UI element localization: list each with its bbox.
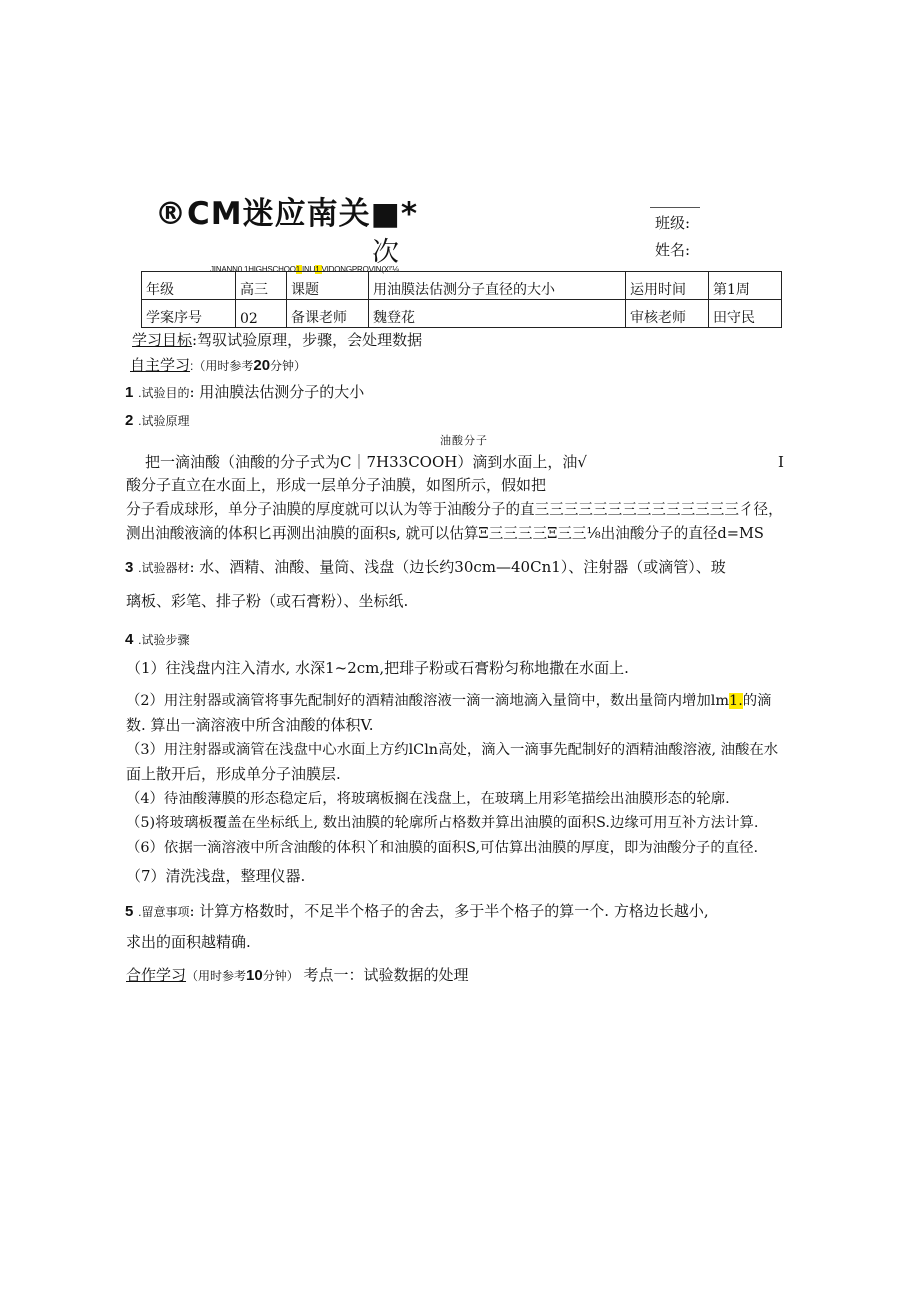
table-cell: 高三 [236, 272, 287, 300]
section-number: 3 [125, 559, 134, 576]
self-study-minutes: 20 [253, 357, 271, 374]
step-2-highlight: 1. [729, 693, 743, 709]
learning-goal-text: :驾驭试验原理，步骤，会处理数据 [192, 331, 423, 349]
class-label: 班级: [655, 214, 691, 232]
section-tag: .试验原理 [138, 414, 190, 428]
principle-line-1: 把一滴油酸（油酸的分子式为C｜7H33COOH）滴到水面上，油√ [145, 453, 587, 471]
step-2-text: （2）用注射器或滴管将事先配制好的酒精油酸溶液一滴一滴地滴入量筒中，数出量筒内增加lm [126, 693, 730, 709]
principle-line-4: 测出油酸液滴的体积匕再测出油膜的面积s, 就可以估算Ξ三三三三Ξ三三⅛出油酸分子的直径d=MS [126, 525, 764, 542]
section-3 [125, 560, 726, 576]
coop-study-text: 考点一：试验数据的处理 [303, 966, 469, 984]
self-study-heading [130, 358, 306, 374]
coop-study-minutes: 10 [246, 967, 263, 984]
table-cell: 年级 [142, 272, 236, 300]
principle-line-1-mark: I [778, 453, 784, 471]
table-cell: 02 [236, 300, 287, 328]
learning-goal [132, 333, 422, 348]
section-3-line-2: 璃板、彩笔、排子粉（或石膏粉）、坐标纸. [126, 592, 409, 610]
school-name-part-b: INU [302, 265, 316, 274]
step-3: （3）用注射器或滴管在浅盘中心水面上方约lCln高处，滴入一滴事先配制好的酒精油酸溶液, 油酸在水 [126, 742, 779, 758]
school-name-highlight-2: 1. [315, 265, 322, 274]
step-6: （6）依据一滴溶液中所含油酸的体积丫和油膜的面积S,可估算出油膜的厚度，即为油酸分子的直径. [126, 840, 759, 856]
step-3-line-2: 面上散开后，形成单分子油膜层. [126, 765, 341, 783]
table-row [142, 272, 782, 300]
coop-study-heading [126, 968, 469, 984]
info-table [141, 271, 782, 328]
table-cell: 审核老师 [626, 300, 709, 328]
table-row [142, 300, 782, 328]
section-text: : 用油膜法估测分子的大小 [189, 383, 365, 401]
section-5-line-2: 求出的面积越精确. [126, 933, 251, 951]
coop-study-note-end: 分钟） [262, 969, 299, 983]
school-logo-title: ®CM迷应南关■* [155, 196, 419, 232]
table-cell: 魏登花 [369, 300, 626, 328]
learning-goal-label: 学习目标 [132, 331, 193, 349]
step-2-line-2: 数. 算出一滴溶液中所含油酸的体积V. [126, 716, 374, 734]
table-cell: 课题 [287, 272, 369, 300]
school-logo-subtitle: 次 [372, 237, 399, 268]
step-2-text-end: 的滴 [742, 693, 772, 709]
step-7: （7）清洗浅盘，整理仪器. [126, 867, 306, 885]
self-study-label: 自主学习 [130, 356, 191, 374]
table-cell: 第1周 [709, 272, 782, 300]
school-name-part-a: JINANN0.1HIGHSCHOO [210, 265, 296, 274]
section-4 [125, 632, 189, 648]
section-number: 2 [125, 412, 134, 429]
table-cell: 学案序号 [142, 300, 236, 328]
school-name-part-c: VIDONGPROVIN(X!'⅛ [321, 265, 399, 274]
principle-line-3: 分子看成球形，单分子油膜的厚度就可以认为等于油酸分子的直三三三三三三三三三三三三三三彳径， [126, 501, 783, 518]
header-rule [650, 207, 700, 208]
step-2 [126, 694, 772, 709]
section-tag: .试验步骤 [138, 633, 190, 647]
figure-caption: 油酸分子 [440, 434, 488, 447]
section-tag: .留意事项 [138, 905, 190, 919]
section-number: 4 [125, 631, 134, 648]
section-text: : 水、酒精、油酸、量筒、浅盘（边长约30cm—40Cn1）、注射器（或滴管）、玻 [189, 558, 726, 576]
step-4: （4）待油酸薄膜的形态稳定后，将玻璃板搁在浅盘上，在玻璃上用彩笔描绘出油膜形态的轮廓. [126, 791, 730, 807]
table-cell: 田守民 [709, 300, 782, 328]
table-cell: 备课老师 [287, 300, 369, 328]
table-cell: 用油膜法估测分子直径的大小 [369, 272, 626, 300]
section-number: 5 [125, 903, 134, 920]
section-5 [125, 904, 709, 920]
section-1 [125, 385, 364, 401]
section-number: 1 [125, 384, 134, 401]
section-tag: .试验目的 [138, 386, 190, 400]
principle-line-2: 酸分子直立在水面上，形成一层单分子油膜，如图所示，假如把 [126, 476, 547, 494]
step-1: （1）往浅盘内注入清水, 水深1~2cm,把琲子粉或石膏粉匀称地撒在水面上. [126, 659, 629, 677]
self-study-note: :（用时参考 [190, 359, 254, 373]
coop-study-label: 合作学习 [126, 966, 187, 984]
step-5: （5)将玻璃板覆盖在坐标纸上, 数出油膜的轮廓所占格数并算出油膜的面积S.边缘可用互补方法计算. [126, 815, 759, 831]
section-tag: .试验器材 [138, 561, 190, 575]
school-name-highlight: 1. [295, 265, 303, 274]
name-label: 姓名: [655, 241, 691, 259]
self-study-note-end: 分钟） [270, 359, 307, 373]
section-text: : 计算方格数时，不足半个格子的舍去，多于半个格子的算一个. 方格边长越小, [189, 902, 709, 920]
table-cell: 运用时间 [626, 272, 709, 300]
section-2 [125, 413, 189, 429]
coop-study-note: （用时参考 [186, 969, 247, 983]
